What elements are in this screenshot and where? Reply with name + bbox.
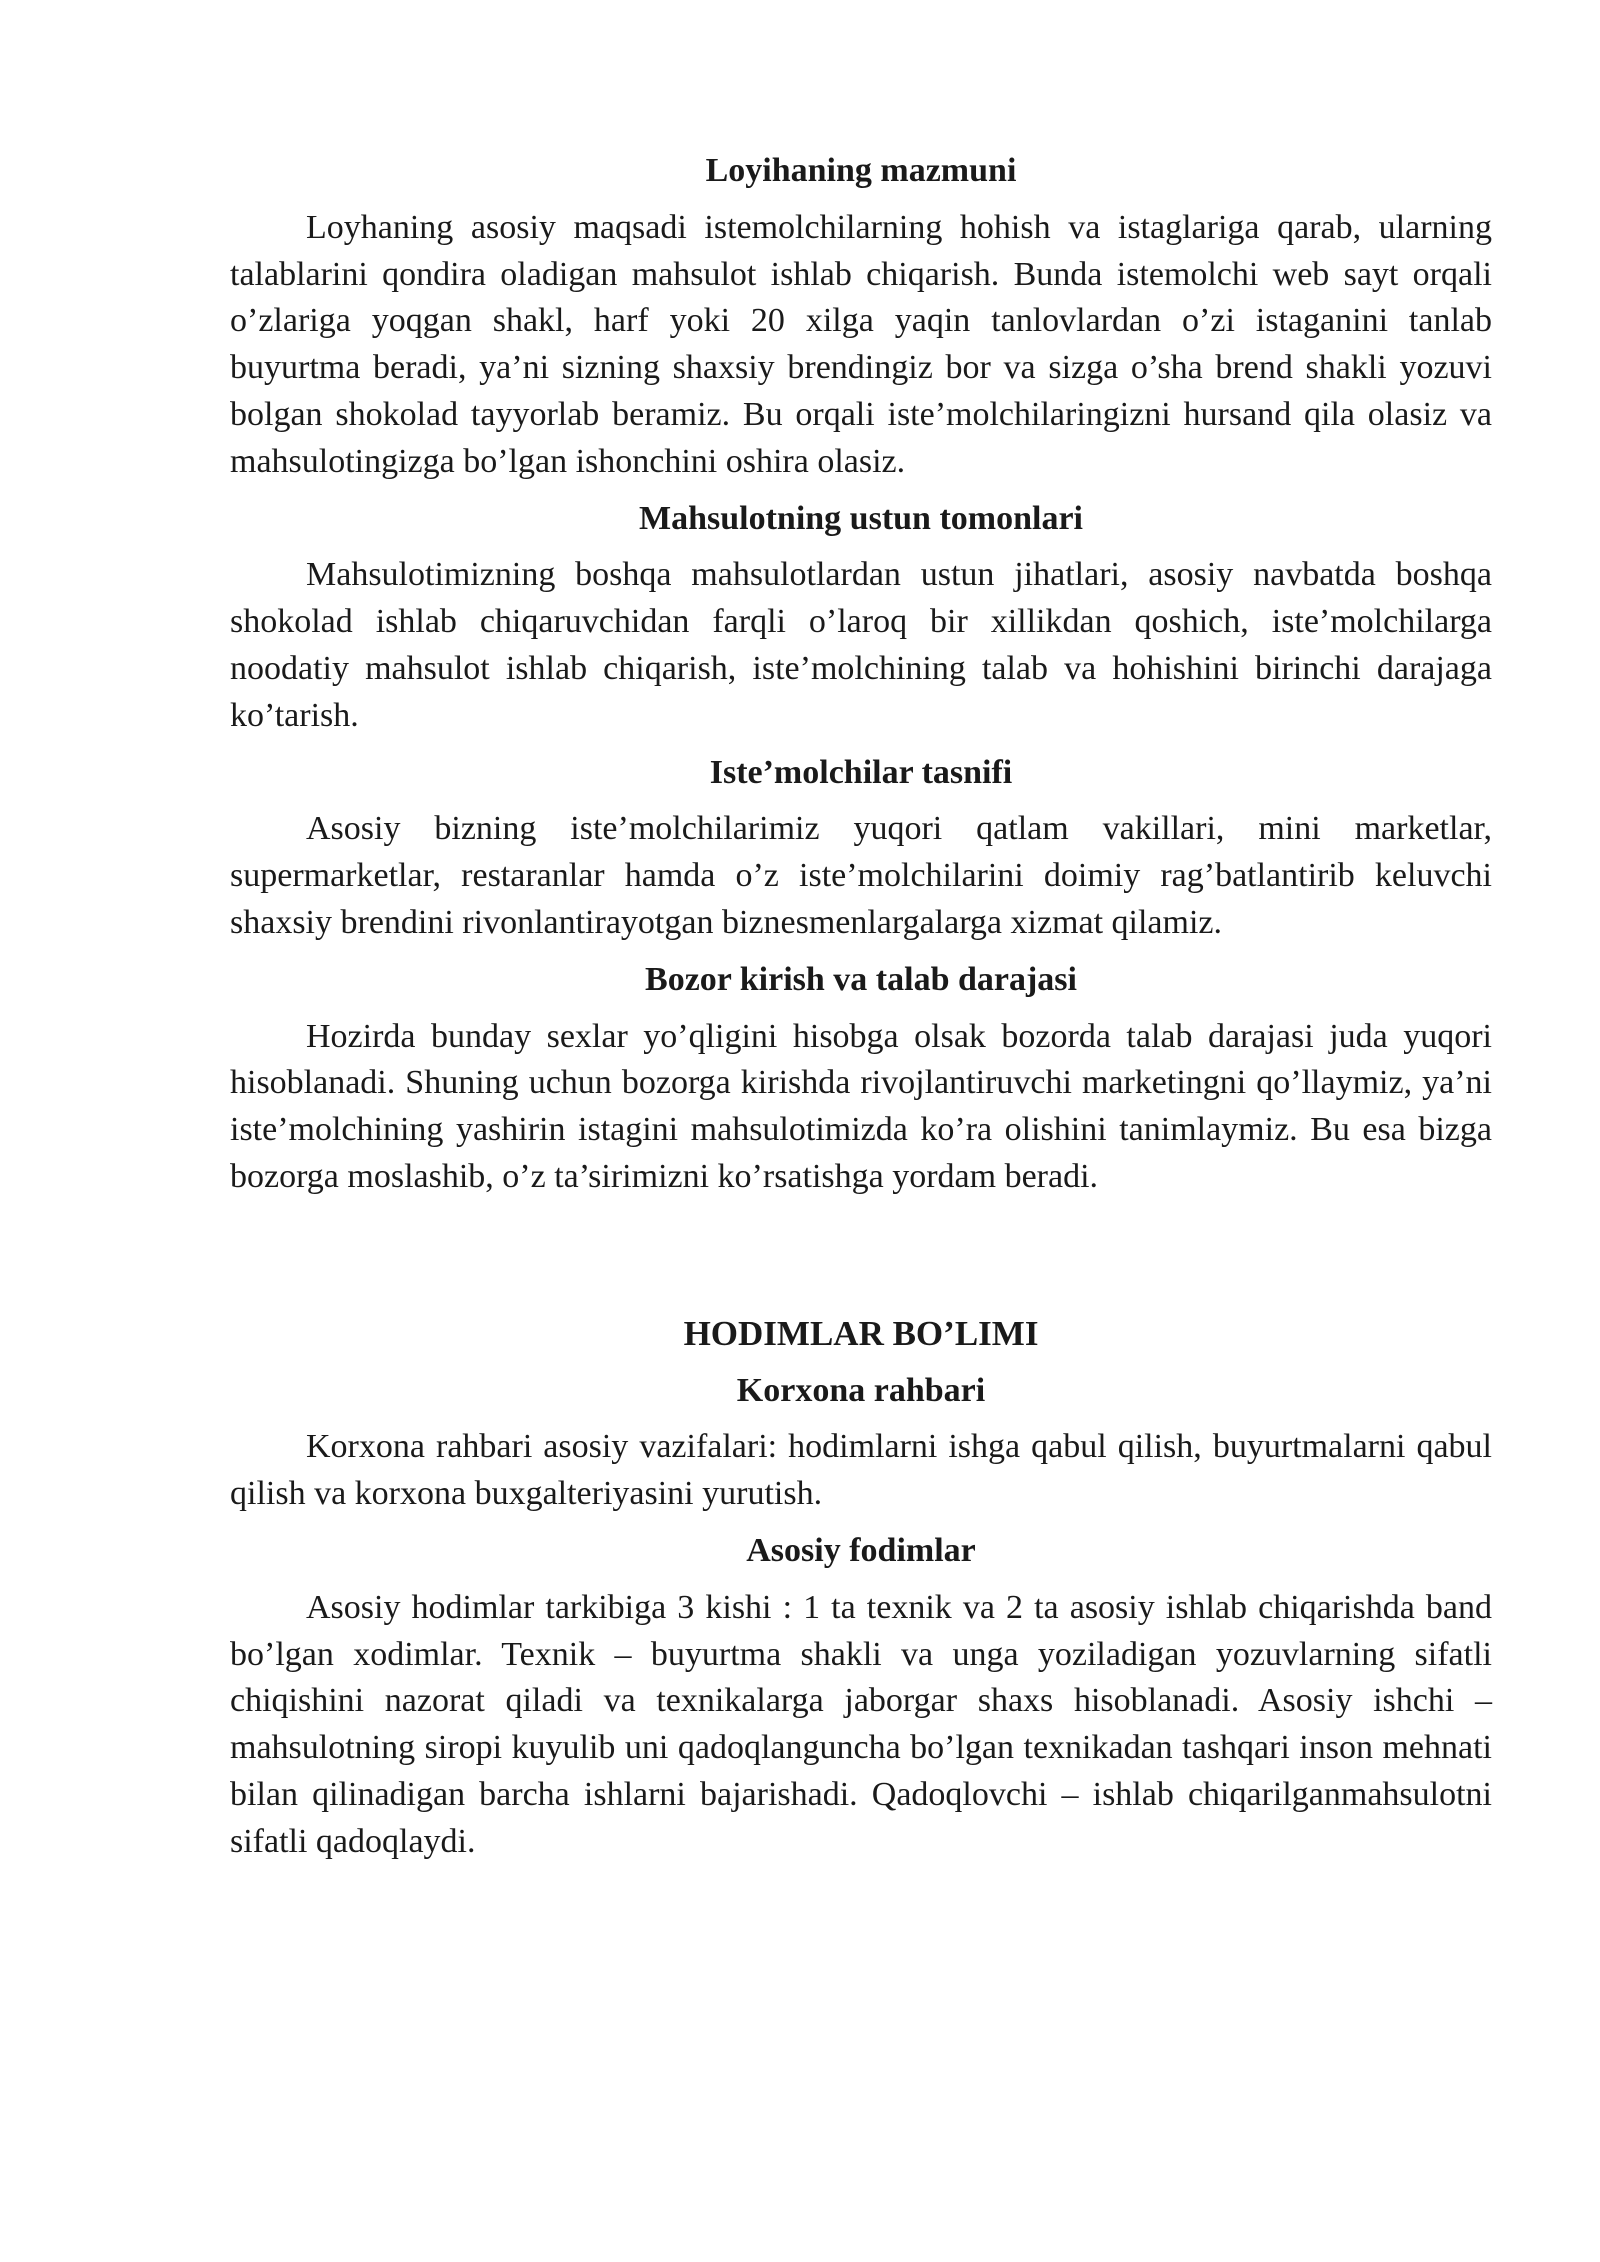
heading-hodimlar-bolimi: HODIMLAR BO’LIMI [683, 1313, 1039, 1353]
paragraph-asosiy-fodimlar: Asosiy hodimlar tarkibiga 3 kishi : 1 ta texnik va 2 ta asosiy ishlab chiqarishda band bo’lgan xodimlar. Texnik – buyurtma shakli va unga yoziladigan yozuvlarning sifatli chiqishini nazorat qiladi va texnikalarga jaborgar shaxs hisoblanadi. Asosiy ishchi – mahsulotning siropi kuyulib uni qadoqlanguncha bo’lgan texnikadan tashqari inson mehnati bilan qilinadigan barcha ishlarni bajarishadi. Qadoqlovchi – ishlab chiqarilganmahsulotni sifatli qadoqlaydi. [230, 1588, 1492, 1860]
heading-istemolchilar-tasnifi: Iste’molchilar tasnifi [709, 753, 1013, 791]
paragraph-korxona-rahbari: Korxona rahbari asosiy vazifalari: hodimlarni ishga qabul qilish, buyurtmalarni qabul qilish va korxona buxgalteriyasini yurutish. [230, 1428, 1492, 1513]
heading-korxona-rahbari: Korxona rahbari [736, 1371, 986, 1409]
paragraph-istemolchilar-tasnifi: Asosiy bizning iste’molchilarimiz yuqori qatlam vakillari, mini marketlar, supermarketlar, restaranlar hamda o’z iste’molchilarini doimiy rag’batlantirib keluvchi shaxsiy brendini rivonlantirayotgan biznesmenlargalarga xizmat qilamiz. [230, 810, 1492, 941]
heading-mahsulotning-ustun-tomonlari: Mahsulotning ustun tomonlari [639, 499, 1083, 537]
paragraph-mahsulotning-ustun-tomonlari: Mahsulotimizning boshqa mahsulotlardan ustun jihatlari, asosiy navbatda boshqa shokolad ishlab chiqaruvchidan farqli o’laroq bir xillikdan qoshich, iste’molchilarga noodatiy mahsulot ishlab chiqarish, iste’molchining talab va hohishini birinchi darajaga ko’tarish. [230, 556, 1492, 734]
section-spacer [230, 1211, 1492, 1311]
heading-loyihaning-mazmuni: Loyihaning mazmuni [705, 152, 1017, 189]
paragraph-bozor-kirish: Hozirda bunday sexlar yo’qligini hisobga olsak bozorda talab darajasi juda yuqori hisoblanadi. Shuning uchun bozorga kirishda rivojlantiruvchi marketingni qo’llaymiz, ya’ni iste’molchining yashirin istagini mahsulotimizda ko’ra olishini tanimlaymiz. Bu esa bizga bozorga moslashib, o’z ta’sirimizni ko’rsatishga yordam beradi. [230, 1017, 1492, 1195]
paragraph-loyihaning-mazmuni: Loyhaning asosiy maqsadi istemolchilarning hohish va istaglariga qarab, ularning talablarini qondira oladigan mahsulot ishlab chiqarish. Bunda istemolchi web sayt orqali o’zlariga yoqgan shakl, harf yoki 20 xilga yaqin tanlovlardan o’zi istaganini tanlab buyurtma beradi, ya’ni sizning shaxsiy brendingiz bor va sizga o’sha brend shakli yozuvi bolgan shokolad tayyorlab beramiz. Bu orqali iste’molchilaringizni hursand qila olasiz va mahsulotingizga bo’lgan ishonchini oshira olasiz. [230, 208, 1492, 480]
heading-bozor-kirish: Bozor kirish va talab darajasi [645, 960, 1077, 998]
document-page [230, 148, 1492, 1876]
heading-asosiy-fodimlar: Asosiy fodimlar [746, 1531, 976, 1569]
